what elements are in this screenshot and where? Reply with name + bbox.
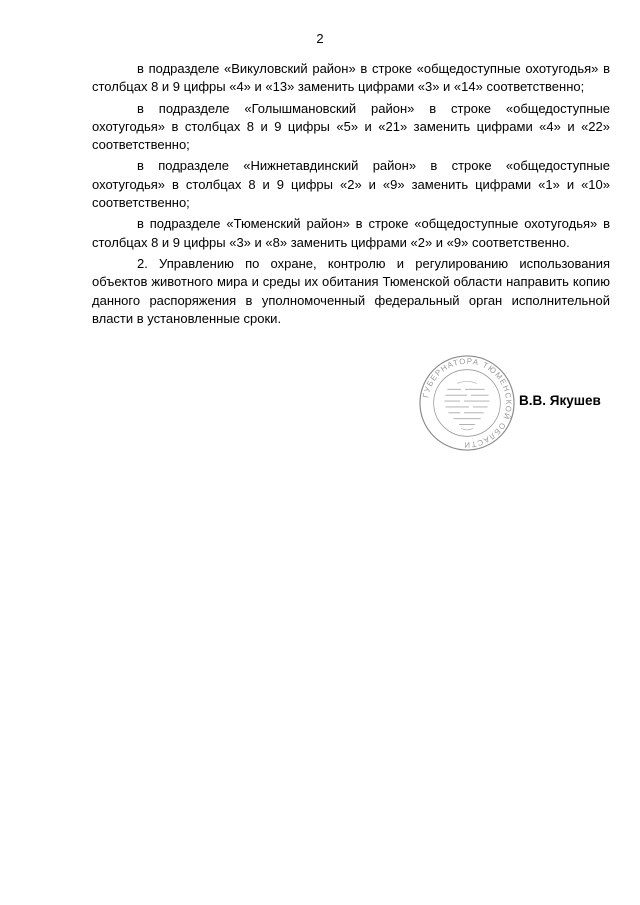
paragraph-tyumensky: в подразделе «Тюменский район» в строке «общедоступные охотугодья» в столбцах 8 и 9 цифры «3» и «8» заменить цифрами «2» и «9» соответственно. bbox=[92, 216, 610, 250]
official-seal bbox=[418, 354, 516, 452]
paragraph-nizhnetavdinsky: в подразделе «Нижнетавдинский район» в строке «общедоступные охотугодья» в столбцах 8 и 9 цифры «2» и «9» заменить цифрами «1» и «10» соответственно; bbox=[92, 158, 610, 211]
signatory-name: В.В. Якушев bbox=[519, 393, 601, 408]
svg-text:ГУБЕРНАТОРА ТЮМЕНСКОЙ ОБЛАСТИ bbox=[421, 357, 513, 450]
document-body bbox=[92, 60, 610, 331]
seal-ring-text: ГУБЕРНАТОРА ТЮМЕНСКОЙ ОБЛАСТИ bbox=[421, 356, 514, 450]
page-number: 2 bbox=[316, 31, 324, 46]
paragraph-golyshmanovsky: в подразделе «Голышмановский район» в строке «общедоступные охотугодья» в столбцах 8 и 9 цифры «5» и «21» заменить цифрами «4» и «22» соответственно; bbox=[92, 100, 610, 153]
paragraph-item-2: 2. Управлению по охране, контролю и регулированию использования объектов животного мира и среды их обитания Тюменской области направить копию данного распоряжения в уполномоченный федеральный орган исполнительной власти в установленные сроки. bbox=[92, 255, 610, 326]
paragraph-vikulovsky: в подразделе «Викуловский район» в строке «общедоступные охотугодья» в столбцах 8 и 9 цифры «4» и «13» заменить цифрами «3» и «14» соответственно; bbox=[92, 61, 610, 95]
